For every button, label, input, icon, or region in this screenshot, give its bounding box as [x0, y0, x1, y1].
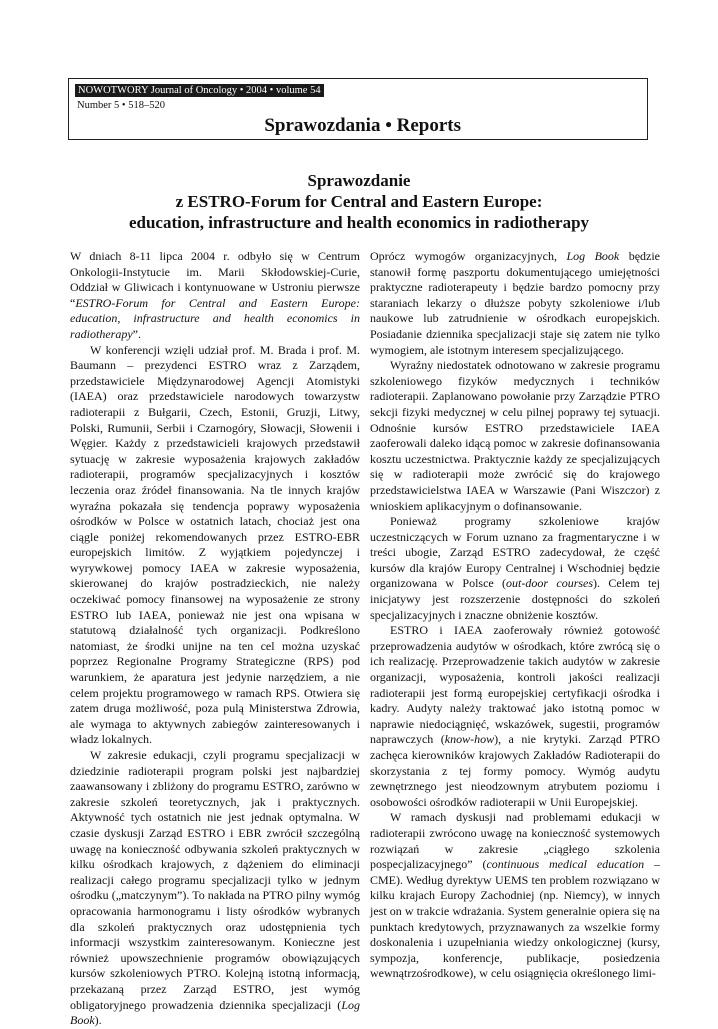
paragraph	[370, 810, 660, 982]
title-line-2: z ESTRO-Forum for Central and Eastern Europe:	[175, 192, 543, 211]
text-run: Ponieważ programy szkoleniowe krajów uczestniczących w Forum uznano za fragmentaryczne i w treści ubogie, Zarząd ESTRO zadecydował, że część kursów dla krajów Europy Centralnej i Wschodniej będzie organizowana w Polsce (	[370, 514, 660, 591]
title-line-1: Sprawozdanie	[307, 171, 411, 190]
article-title	[60, 170, 658, 233]
journal-name: NOWOTWORY Journal of Oncology • 2004 • volume 54	[75, 84, 324, 97]
emphasis-text: know-how	[444, 732, 495, 747]
issue-number: Number 5 • 518–520	[77, 100, 165, 111]
text-run: ). Celem tej inicjatywy jest rozszerzenie dostępności do szkoleń specjalizacyjnych i znaczne obniżenie kosztów.	[370, 576, 660, 622]
emphasis-text: out-door courses	[506, 576, 594, 591]
text-run: – CME). Według dyrektyw UEMS ten problem rozwiązano w kilku krajach Europy Zachodniej (np. Niemcy), w innych jest on w trakcie wdrażania. System generalnie opiera się na punktach kredytowych, przyznawanych za wszelkie formy doskonalenia i uzupełniania wiedzy onkologicznej (kursy, sympozja, konferencje, publikacje, posiedzenia wewnątrzośrodkowe), w celu osiągnięcia określonego limi-	[370, 857, 660, 981]
emphasis-text: ESTRO-Forum for Central and Eastern Europe: education, infrastructure and health economics in radiotherapy	[70, 295, 360, 341]
text-run: ESTRO i IAEA zaoferowały również gotowość przeprowadzenia audytów w ośrodkach, które zwrócą się o ich realizację. Przeprowadzenie takich audytów w zakresie organizacji, wyposażenia, kontroli jakości realizacji radioterapii jest formą europejskiej certyfikacji ośrodka i kadry. Audyty należy traktować jako istotną pomoc w naprawie niedociągnięć, wskazówek, sugestii, programów naprawczych (	[370, 623, 660, 747]
paragraph	[70, 249, 360, 343]
paragraph	[370, 514, 660, 623]
section-label: Sprawozdania • Reports	[264, 115, 461, 136]
text-run: W zakresie edukacji, czyli programu specjalizacji w dziedzinie radioterapii program polski jest najbardziej zaawansowany i zbliżony do programu ESTRO, zarówno w zakresie szkoleń teoretycznych, jak i praktycznych. Aktywność tych ostatnich nie jest jednak optymalna. W czasie dyskusji Zarząd ESTRO i EBR zwrócił szczególną uwagę na konieczność odbywania szkoleń praktycznych w kilku ośrodkach krajowych, z dążeniem do eliminacji realizacji całego programu specjalizacji tylko w jednym ośrodku („matczynym”). To nakłada na PTRO pilny wymóg opracowania harmonogramu i listy ośrodków wybranych dla szkoleń praktycznych oraz udostępnienia tych informacji wszystkim zainteresowanym. Konieczne jest również upowszechnienie programów obowiązujących kursów szkoleniowych PTRO. Kolejną istotną informacją, przekazaną przez Zarząd ESTRO, jest wymóg obligatoryjnego prowadzenia dziennika specjalizacji (	[70, 748, 360, 1012]
paragraph: W konferencji wzięli udział prof. M. Brada i prof. M. Baumann – prezydenci ESTRO wraz z Zarządem, przedstawiciele Międzynarodowej Agencji Atomistyki (IAEA) oraz przedstawiciele narodowych towarzystw radioterapii z Bułgarii, Czech, Estonii, Gruzji, Litwy, Polski, Rumunii, Serbii i Czarnogóry, Słowacji, Słowenii i Węgier. Każdy z przedstawicieli krajowych przedstawił sytuację w zakresie wyposażenia krajowych zakładów radioterapii, programów specjalizacyjnych i kosztów leczenia oraz źródeł finansowania. Na tle innych krajów wyraźna pokazała się tendencja poprawy wyposażenia ośrodków w Polsce w ostatnich latach, chociaż jest ona ciągle poniżej rekomendowanych przez ESTRO-EBR europejskich limitów. Z wyjątkiem pojedynczej i wyrywkowej pomocy IAEA w zakresie wyposażenia, skierowanej do krajów postradzieckich, nie należy oczekiwać pomocy finansowej na wyposażenie ze strony ESTRO lub IAEA, ponieważ nie jest ona wpisana w statutową działalność tych organizacji. Podkreślono natomiast, że środki unijne na ten cel można uzyskać poprzez Regionalne Programy Strategiczne (RPS) pod warunkiem, że aparatura jest jedynie narzędziem, a nie celem projektu programowego w ramach RPS. Otwiera się zatem druga możliwość, poza pulą Ministerstwa Zdrowia, ale wymaga to aktywnych zabiegów zainteresowanych i władz lokalnych.	[70, 342, 360, 747]
journal-header-box	[68, 78, 648, 140]
paragraph	[70, 748, 360, 1029]
text-run: ), a nie krytyki. Zarząd PTRO zachęca kierowników krajowych Zakładów Radioterapii do skorzystania z tej formy pomocy. Wymóg audytu zewnętrznego jest nieodzownym atrybutem poziomu i osobowości ośrodków radioterapii w Unii Europejskiej.	[370, 732, 660, 809]
paragraph	[370, 249, 660, 358]
left-column	[70, 249, 360, 1029]
right-column	[370, 249, 660, 982]
title-line-3: education, infrastructure and health economics in radiotherapy	[128, 213, 590, 232]
text-run: W dniach 8-11 lipca 2004 r. odbyło się w Centrum Onkologii-Instytucie im. Marii Skłodowskiej-Curie, Oddział w Gliwicach i kontynuowane w Ustroniu pierwsze “	[70, 249, 360, 310]
text-run: ”.	[132, 326, 141, 341]
text-run: Oprócz wymogów organizacyjnych,	[370, 249, 567, 263]
paragraph	[370, 623, 660, 810]
text-run: będzie stanowił formę paszportu dokumentującego umiejętności praktyczne radioterapeuty i będzie bardzo pomocny przy staraniach lekarzy o dłuższe pobyty szkoleniowe i/lub naukowe lub zatrudnienie w ośrodkach europejskich. Posiadanie dziennika specjalizacji staje się zatem nie tylko wymogiem, ale istotnym interesem specjalizującego.	[370, 249, 661, 357]
text-run: W ramach dyskusji nad problemami edukacji w radioterapii zwrócono uwagę na konieczność systemowych rozwiązań w zakresie „ciągłego szkolenia pospecjalizacyjnego” (	[370, 810, 660, 872]
paragraph: Wyraźny niedostatek odnotowano w zakresie programu szkoleniowego fizyków medycznych i techników radioterapii. Zaplanowano powołanie przy Zarządzie PTRO sekcji fizyki medycznej w celu pilnej poprawy tej sytuacji. Odnośnie kursów ESTRO przedstawiciele IAEA zaoferowali daleko idącą pomoc w zakresie dofinansowania kosztu uczestnictwa. Praktycznie każdy ze specjalizujących się w radioterapii może zwrócić się do krajowego przedstawicielstwa IAEA w Warszawie (Pani Wiszczor) z wnioskiem aplikacyjnym o dofinansowanie.	[370, 358, 660, 513]
emphasis-text: Log Book	[566, 249, 620, 263]
emphasis-text: continuous medical education	[486, 857, 645, 872]
emphasis-text: Log Book	[70, 997, 360, 1028]
text-run: ).	[94, 1013, 102, 1028]
